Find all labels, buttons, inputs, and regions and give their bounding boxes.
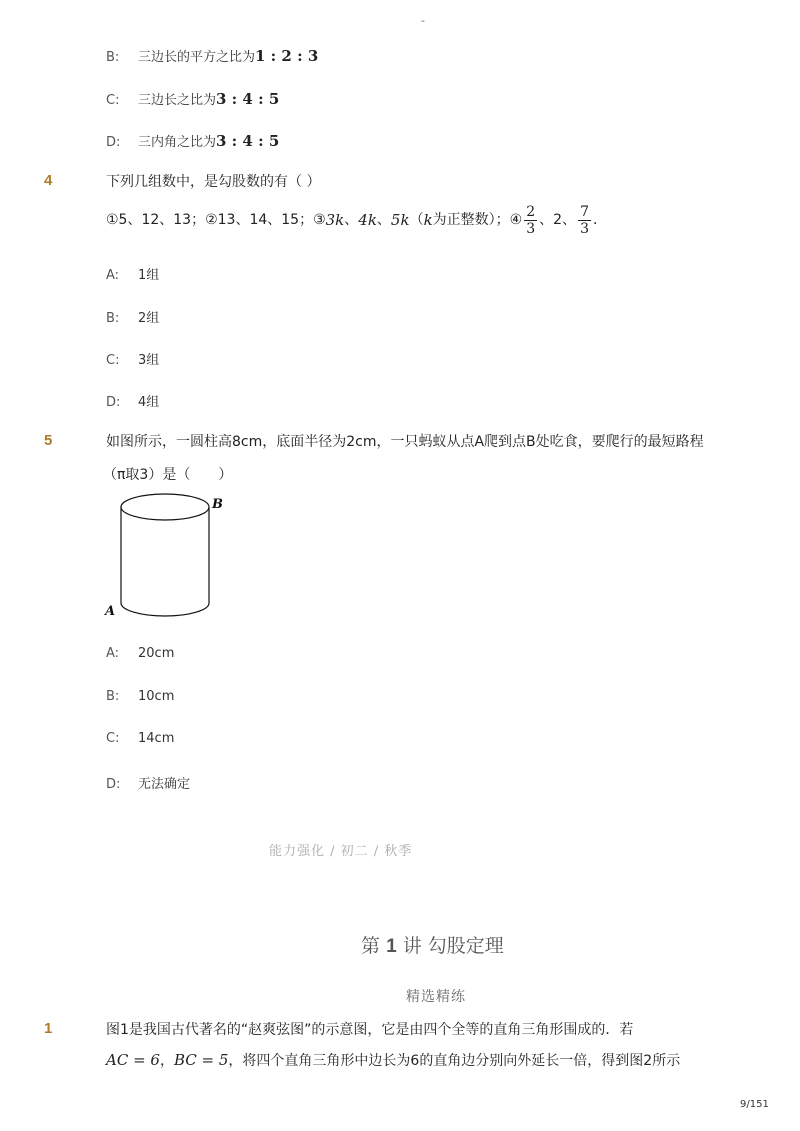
question-stem: 下列几组数中，是勾股数的有（ ）: [106, 174, 321, 190]
q5-option-a[interactable]: [106, 646, 174, 661]
option-text: 3组: [138, 353, 160, 368]
question-number: 1: [44, 1020, 53, 1037]
stem-text: ．: [592, 212, 607, 228]
q4-option-a[interactable]: [106, 264, 159, 283]
option-text: 无法确定: [138, 777, 191, 792]
option-text: 14cm: [138, 731, 175, 746]
section-subtitle: 精选精练: [406, 989, 466, 1005]
option-key: D:: [106, 777, 121, 792]
option-key: D:: [106, 135, 121, 150]
cylinder-figure: [100, 490, 240, 625]
option-key: D:: [106, 395, 121, 410]
stem-text: ，将四个直角三角形中边长为6的直角边分别向外延长一倍，得到图2所示: [228, 1053, 681, 1069]
stem-text: ①5、12、13；②13、14、15；③: [106, 212, 326, 228]
lesson-name: 讲 勾股定理: [402, 935, 504, 957]
option-text: 4组: [138, 395, 160, 410]
math-3k: 3k: [325, 211, 345, 229]
stem-text: 、: [344, 212, 359, 228]
option-text: 1组: [138, 268, 160, 283]
math-4k: 4k: [358, 211, 377, 229]
q5-option-c[interactable]: [106, 731, 174, 746]
option-key: C:: [106, 93, 120, 108]
stem-text: 、: [376, 212, 391, 228]
q4-option-b[interactable]: [106, 307, 159, 326]
fraction-seven-thirds: $\frac{7}{3}$: [580, 203, 589, 237]
lesson-title: [361, 931, 504, 958]
question-stem-line2: [106, 1050, 680, 1071]
option-key: A:: [106, 268, 120, 283]
lesson-prefix: 第: [361, 935, 381, 957]
option-key: B:: [106, 689, 120, 704]
question-stem-line2: （π取3）是（ ）: [103, 467, 233, 483]
page-footer: 能力强化 / 初二 / 秋季: [269, 844, 413, 859]
math-k: k: [423, 211, 433, 229]
option-key: B:: [106, 311, 120, 326]
math-bc: BC = 5: [173, 1051, 229, 1069]
q5-option-d[interactable]: [106, 773, 190, 792]
top-mark: -: [421, 14, 425, 27]
cylinder-bottom-arc: [121, 603, 209, 616]
stem-text: ，: [159, 1053, 174, 1069]
option-key: C:: [106, 353, 120, 368]
lesson-number: 1: [386, 936, 397, 957]
math-ac: AC = 6: [106, 1051, 160, 1069]
cylinder-top-ellipse: [121, 494, 209, 520]
q3-option-d[interactable]: [106, 131, 279, 150]
option-text: 三边长的平方之比为: [138, 50, 256, 65]
option-key: A:: [106, 646, 120, 661]
option-key: C:: [106, 731, 120, 746]
option-text: 20cm: [138, 646, 175, 661]
option-text: 三内角之比为: [138, 135, 217, 150]
question-stem-line2: [106, 198, 607, 242]
stem-text: （: [409, 212, 424, 228]
ratio-math: 3 : 4 : 5: [216, 132, 280, 150]
question-stem: 图1是我国古代著名的“赵爽弦图”的示意图，它是由四个全等的直角三角形围成的．若: [106, 1022, 634, 1038]
option-text: 2组: [138, 311, 160, 326]
math-5k: 5k: [390, 211, 410, 229]
q3-option-c[interactable]: [106, 89, 279, 108]
option-text: 三边长之比为: [138, 93, 217, 108]
q3-option-b[interactable]: [106, 46, 318, 65]
point-a-label: A: [105, 604, 116, 619]
page-number: 9/151: [740, 1099, 769, 1110]
option-key: B:: [106, 50, 120, 65]
stem-text: 、2、: [539, 212, 577, 228]
question-number: 5: [44, 432, 53, 449]
question-number: 4: [44, 172, 53, 189]
q4-option-c[interactable]: [106, 349, 159, 368]
question-stem: 如图所示，一圆柱高8cm，底面半径为2cm，一只蚂蚁从点A爬到点B处吃食，要爬行的最短路程: [106, 434, 704, 450]
point-b-label: B: [212, 497, 223, 512]
q5-option-b[interactable]: [106, 689, 174, 704]
fraction-two-thirds: $\frac{2}{3}$: [526, 203, 536, 237]
ratio-math: 1 : 2 : 3: [255, 47, 319, 65]
q4-option-d[interactable]: [106, 391, 159, 410]
option-text: 10cm: [138, 689, 175, 704]
ratio-math: 3 : 4 : 5: [216, 90, 280, 108]
stem-text: 为正整数）；④: [432, 212, 523, 228]
